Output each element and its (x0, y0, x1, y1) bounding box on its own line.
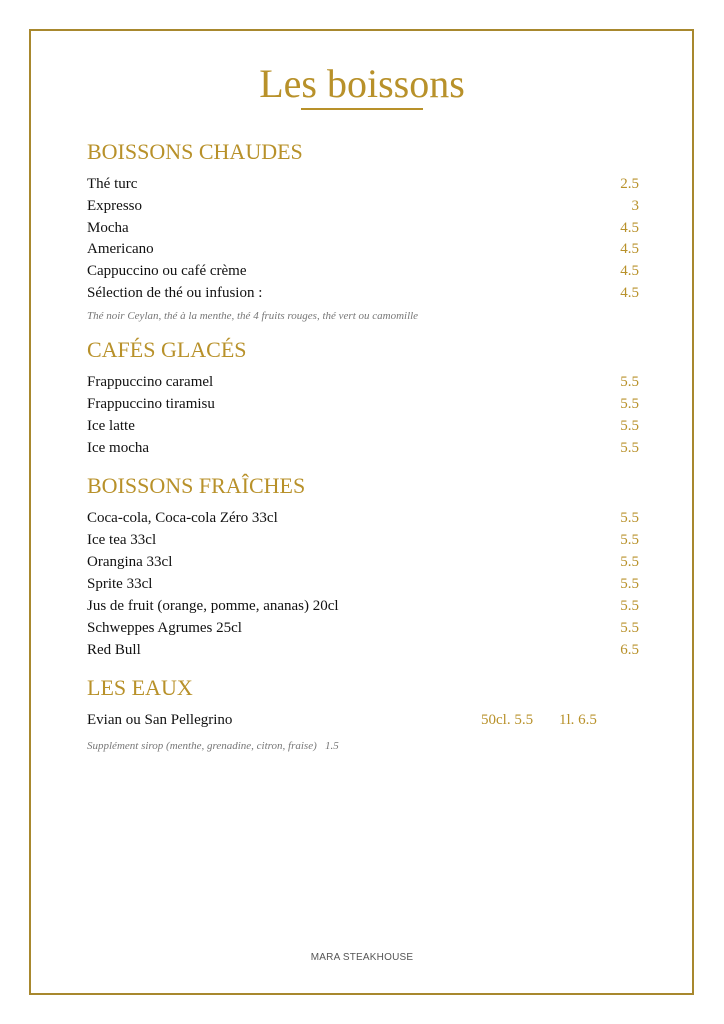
menu-item (87, 415, 639, 437)
item-price: 3 (631, 198, 639, 214)
menu-item (87, 639, 639, 661)
item-name: Evian ou San Pellegrino (87, 712, 233, 728)
item-price: 6.5 (620, 642, 639, 658)
syrup-supplement-note: Supplément sirop (menthe, grenadine, citron, fraise) 1.5 (87, 740, 339, 752)
item-price-1l: 1l. 6.5 (559, 712, 597, 728)
item-price: 5.5 (620, 576, 639, 592)
water-item (87, 709, 647, 731)
menu-item (87, 371, 639, 393)
item-price: 5.5 (620, 554, 639, 570)
item-price: 5.5 (620, 532, 639, 548)
item-name: Orangina 33cl (87, 554, 173, 570)
section-heading-boissons-fraiches: BOISSONS FRAÎCHES (87, 473, 306, 498)
menu-item (87, 573, 639, 595)
item-price: 5.5 (620, 620, 639, 636)
item-name: Americano (87, 241, 154, 257)
menu-item (87, 437, 639, 459)
tea-selection-note: Thé noir Ceylan, thé à la menthe, thé 4 fruits rouges, thé vert ou camomille (87, 310, 419, 322)
item-name: Jus de fruit (orange, pomme, ananas) 20cl (87, 598, 339, 614)
item-name: Ice latte (87, 418, 135, 434)
item-price: 5.5 (620, 440, 639, 456)
item-price: 5.5 (620, 418, 639, 434)
item-price: 4.5 (620, 285, 639, 301)
menu-item (87, 282, 639, 304)
section-heading-cafes-glaces: CAFÉS GLACÉS (87, 337, 247, 362)
menu-item (87, 173, 639, 195)
item-name: Schweppes Agrumes 25cl (87, 620, 242, 636)
item-name: Ice mocha (87, 440, 150, 456)
item-name: Coca-cola, Coca-cola Zéro 33cl (87, 510, 278, 526)
item-name: Thé turc (87, 176, 138, 192)
item-name: Frappuccino tiramisu (87, 396, 215, 412)
item-price: 5.5 (620, 396, 639, 412)
menu-item (87, 238, 639, 260)
item-name: Red Bull (87, 642, 141, 658)
item-price-50cl: 50cl. 5.5 (481, 712, 534, 728)
section-heading-boissons-chaudes: BOISSONS CHAUDES (87, 139, 303, 164)
item-name: Cappuccino ou café crème (87, 263, 247, 279)
page-title: Les boissons (259, 61, 465, 106)
item-price: 5.5 (620, 510, 639, 526)
footer-restaurant-name: MARA STEAKHOUSE (310, 952, 414, 963)
item-name: Mocha (87, 220, 129, 236)
menu-item (87, 595, 639, 617)
menu-item (87, 551, 639, 573)
menu-item (87, 507, 639, 529)
item-name: Sélection de thé ou infusion : (87, 285, 263, 301)
item-price: 4.5 (620, 241, 639, 257)
item-price: 4.5 (620, 220, 639, 236)
item-name: Ice tea 33cl (87, 532, 157, 548)
item-name: Expresso (87, 198, 142, 214)
title-underline (301, 108, 423, 110)
item-name: Sprite 33cl (87, 576, 153, 592)
item-price: 2.5 (620, 176, 639, 192)
section-heading-les-eaux: LES EAUX (87, 675, 193, 700)
menu-item (87, 617, 639, 639)
item-price: 5.5 (620, 374, 639, 390)
item-price: 5.5 (620, 598, 639, 614)
menu-item (87, 195, 639, 217)
item-name: Frappuccino caramel (87, 374, 214, 390)
menu-item (87, 260, 639, 282)
menu-item (87, 529, 639, 551)
menu-item (87, 393, 639, 415)
item-price: 4.5 (620, 263, 639, 279)
menu-item (87, 217, 639, 239)
